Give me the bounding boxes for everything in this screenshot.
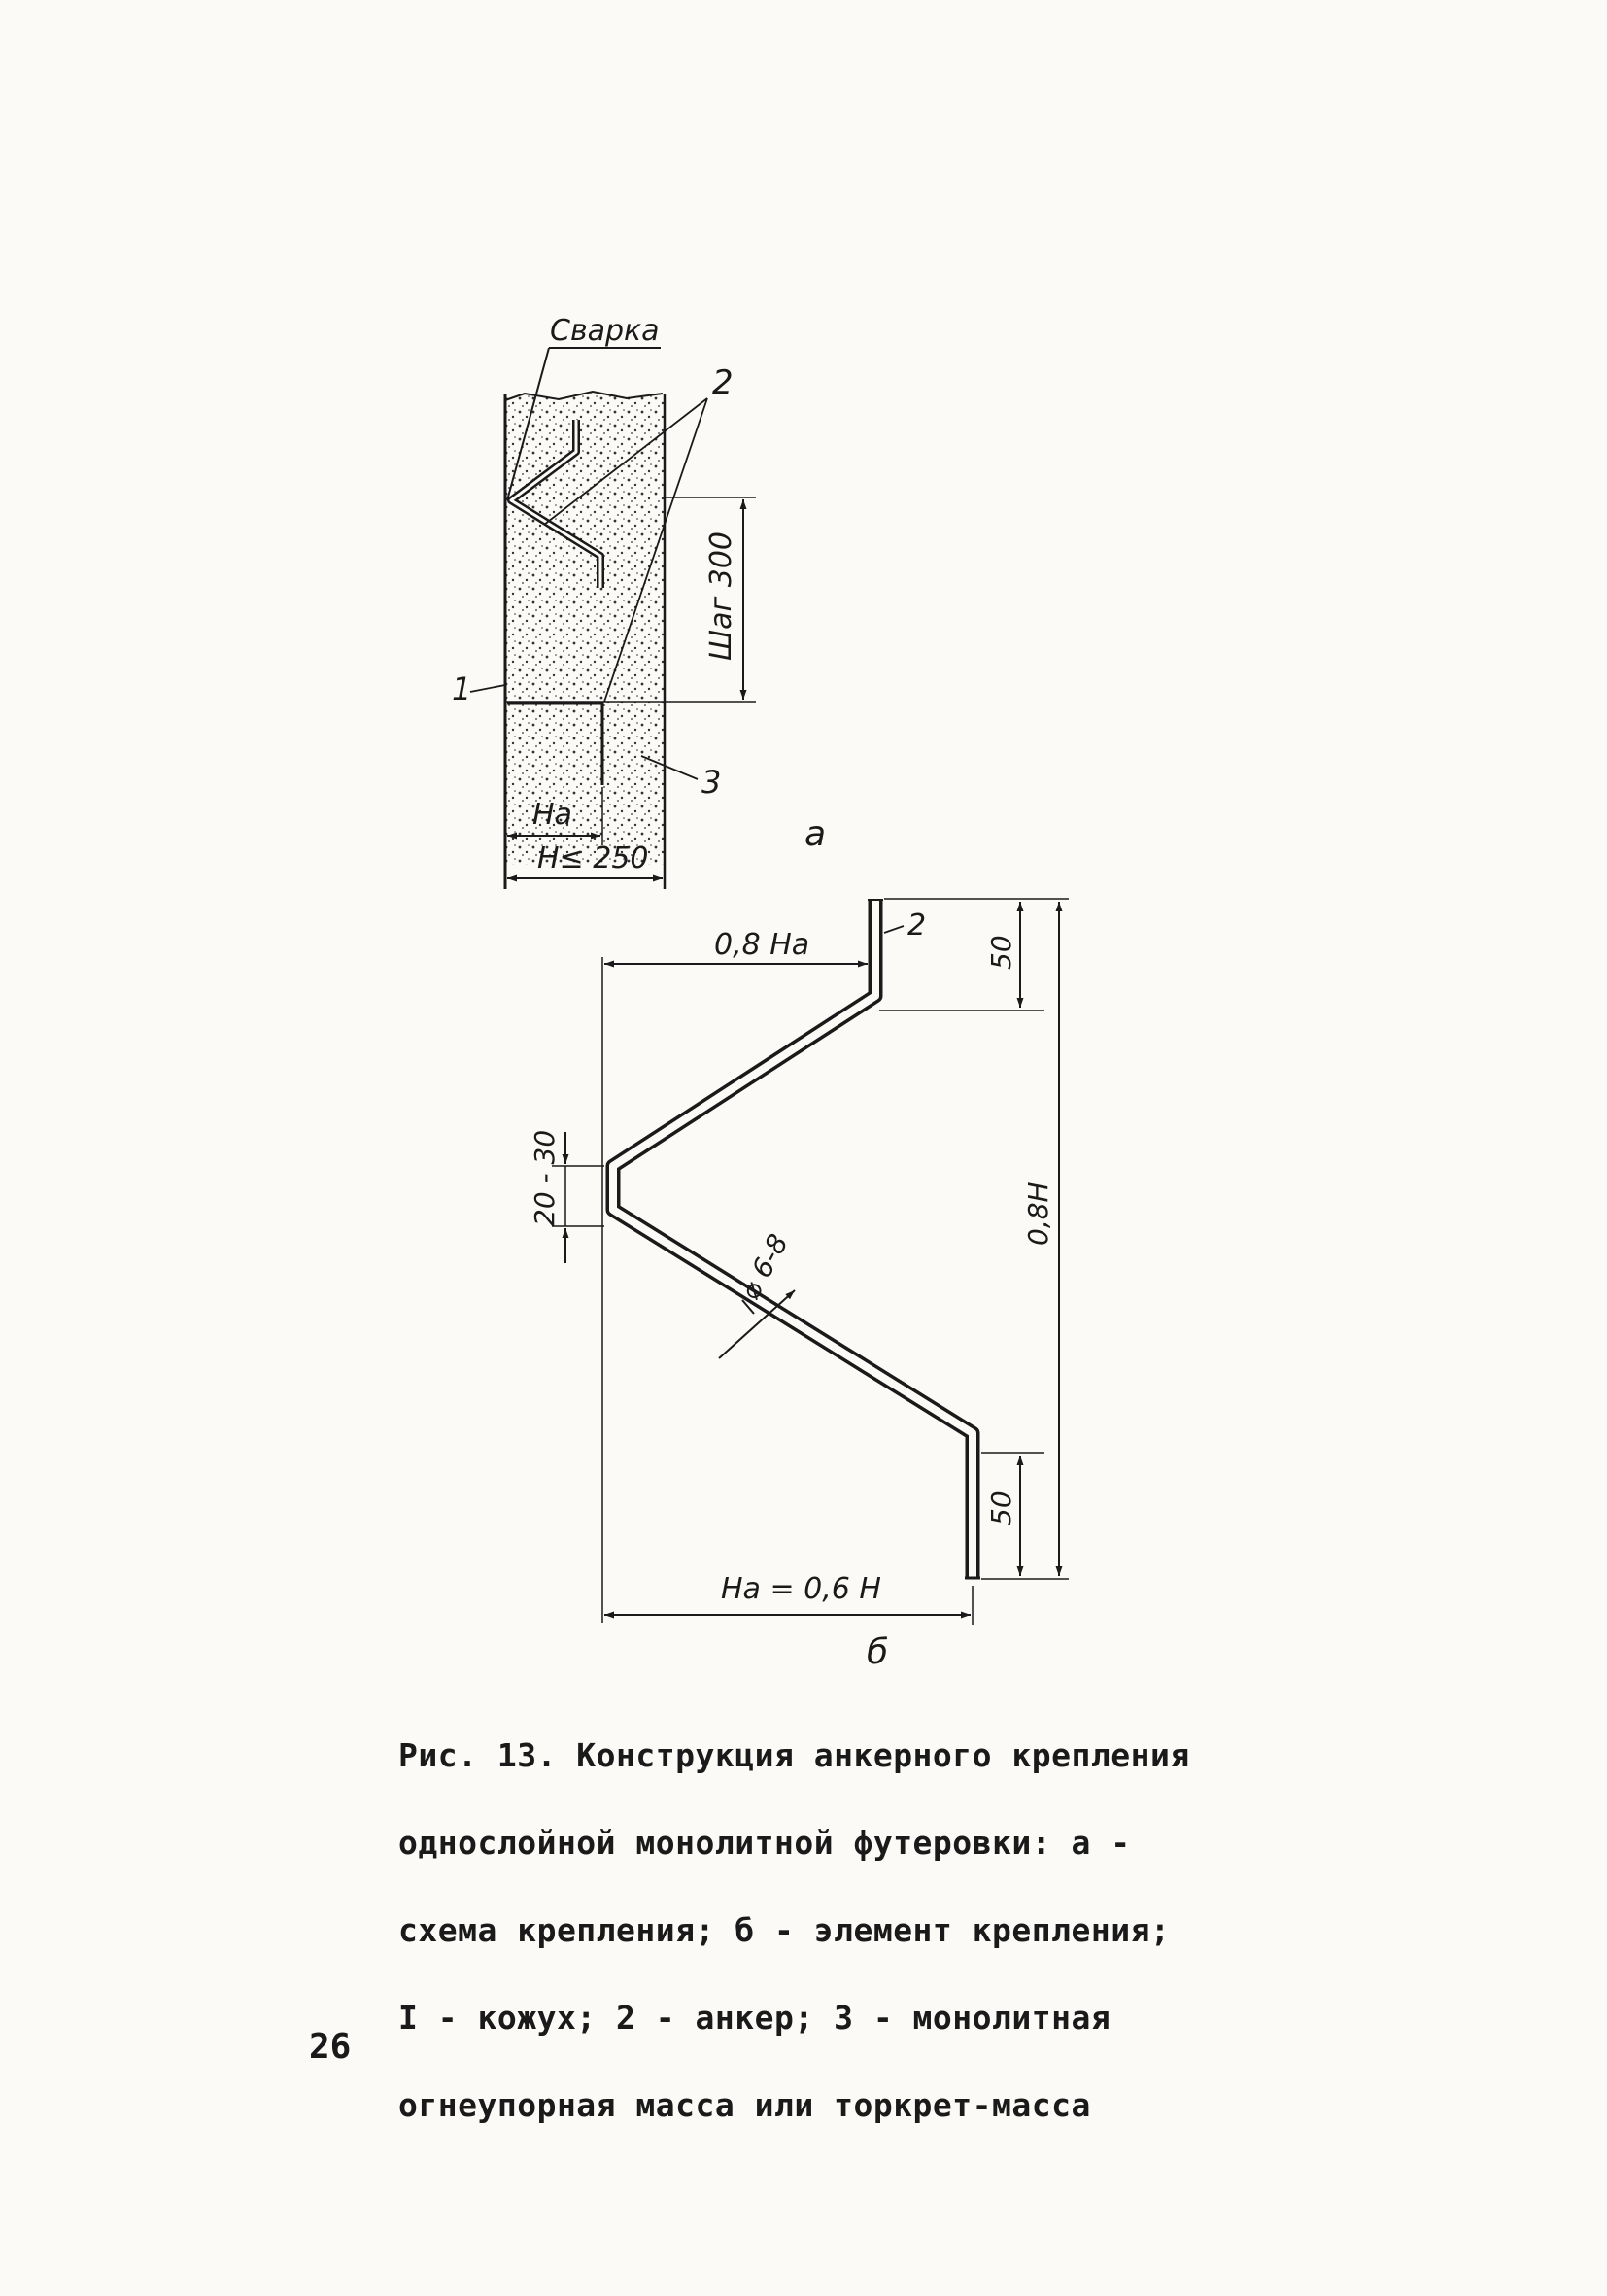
- bend-label: 20 - 30: [529, 1129, 561, 1226]
- height-label: 0,8H: [1022, 1182, 1054, 1246]
- weld-label: Сварка: [550, 314, 660, 348]
- mass-number-label: 3: [701, 764, 722, 801]
- caption-line: однослойной монолитной футеровки: а -: [398, 1824, 1131, 1862]
- base-width-label: Ha = 0,6 H: [721, 1572, 881, 1606]
- diameter-label: ⌀ 6-8: [734, 1228, 795, 1306]
- anchor-number-label: 2: [712, 363, 734, 402]
- pitch-label: Шаг 300: [704, 531, 738, 661]
- subfigure-b-label: б: [867, 1632, 889, 1671]
- refractory-mass: [505, 392, 665, 865]
- figure-a: [452, 314, 826, 889]
- caption-line: I - кожух; 2 - анкер; 3 - монолитная: [398, 1999, 1111, 2037]
- element-anchor-leader: [884, 926, 904, 933]
- top-width-label: 0,8 Ha: [714, 928, 810, 962]
- h-label: H≤ 250: [537, 841, 649, 875]
- caption-line: огнеупорная масса или торкрет-масса: [398, 2086, 1091, 2124]
- caption-line: Рис. 13. Конструкция анкерного крепления: [398, 1736, 1190, 1774]
- page-number: 26: [309, 2027, 352, 2067]
- shell-number-label: 1: [452, 670, 472, 707]
- figure-caption: [398, 1683, 1195, 2178]
- figure-b: [529, 899, 1069, 1671]
- caption-line: схема крепления; б - элемент крепления;: [398, 1911, 1171, 1949]
- element-anchor-number-label: 2: [907, 908, 927, 942]
- ha-label: Ha: [532, 798, 572, 832]
- bottom-leg-label: 50: [985, 1491, 1017, 1525]
- subfigure-a-label: a: [804, 814, 827, 854]
- shell-leader: [470, 685, 505, 692]
- top-leg-label: 50: [985, 935, 1017, 970]
